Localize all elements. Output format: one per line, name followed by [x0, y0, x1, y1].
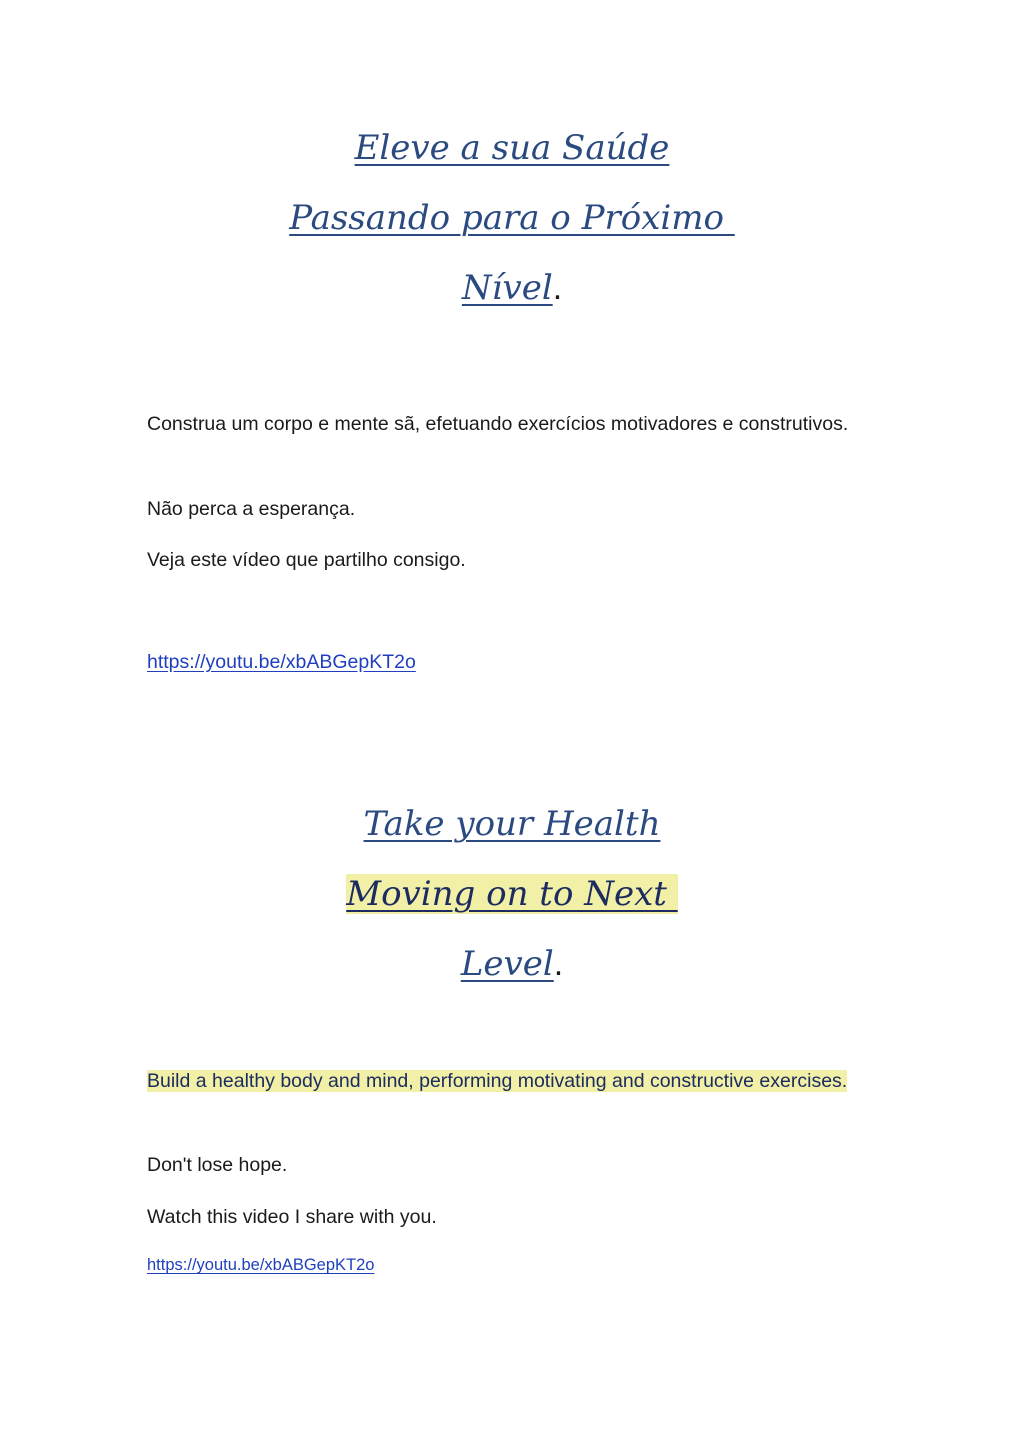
en-title-text-1: Take your Health: [363, 804, 661, 844]
en-video-link[interactable]: https://youtu.be/xbABGepKT2o: [147, 1256, 375, 1274]
pt-title-line-2: [0, 196, 1024, 240]
pt-video-link[interactable]: https://youtu.be/xbABGepKT2o: [147, 651, 416, 673]
en-title-line-3: [0, 942, 1024, 986]
en-title-line-1: [0, 802, 1024, 846]
pt-paragraph-3: Veja este vídeo que partilho consigo.: [147, 549, 466, 571]
pt-title-text-2: Passando para o Próximo: [289, 198, 735, 238]
en-paragraph-2: Don't lose hope.: [147, 1154, 288, 1176]
pt-title-period: .: [552, 269, 563, 307]
en-title-line-2: [0, 872, 1024, 916]
en-title-text-2: Moving on to Next: [346, 874, 678, 914]
pt-paragraph-2: Não perca a esperança.: [147, 498, 356, 520]
en-paragraph-1-text: Build a healthy body and mind, performing motivating and constructive exercises.: [147, 1070, 848, 1092]
en-paragraph-3: Watch this video I share with you.: [147, 1206, 437, 1228]
en-paragraph-1: [147, 1064, 867, 1099]
pt-title-line-3: [0, 266, 1024, 310]
en-title-text-3: Level: [460, 944, 554, 984]
pt-title-text-1: Eleve a sua Saúde: [354, 128, 670, 168]
en-title-period: .: [553, 945, 564, 983]
pt-paragraph-1: Construa um corpo e mente sã, efetuando exercícios motivadores e construtivos.: [147, 413, 849, 435]
pt-title-line-1: [0, 126, 1024, 170]
pt-title-text-3: Nível: [461, 268, 553, 308]
